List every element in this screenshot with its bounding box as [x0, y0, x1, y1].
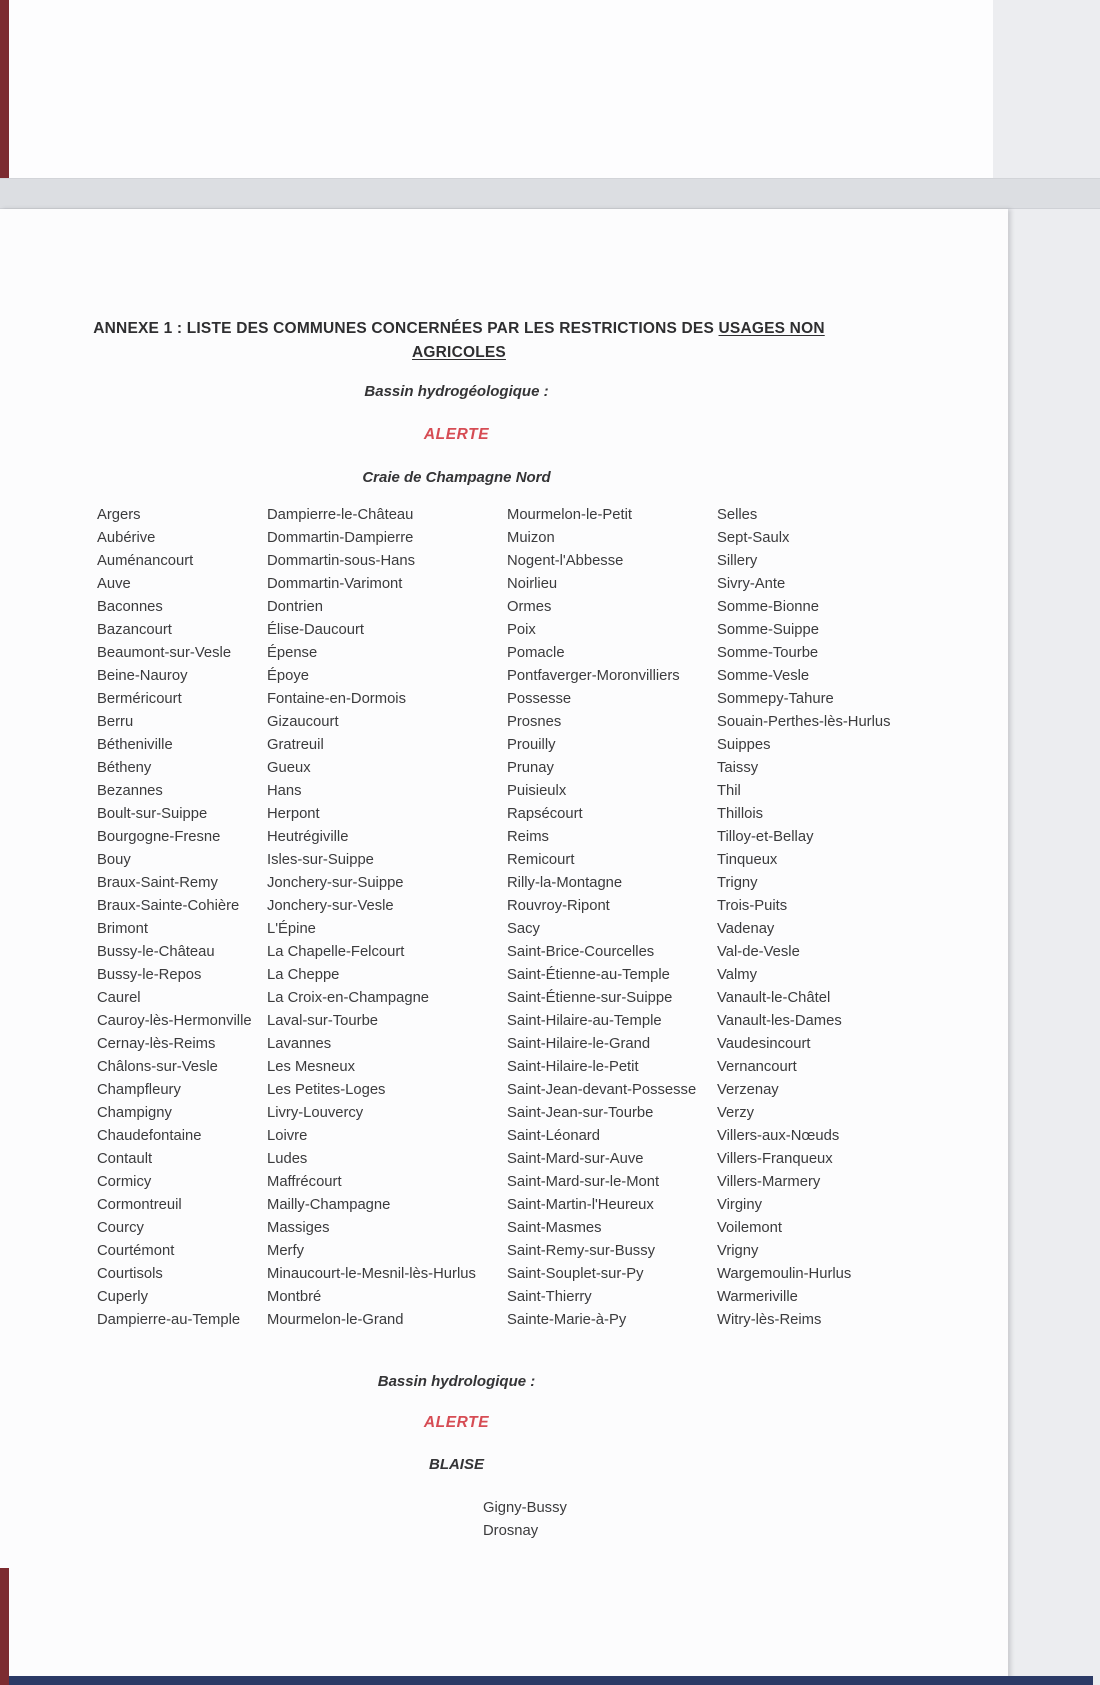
screen-edge-accent-bottom-left	[0, 1568, 9, 1685]
commune-item: Gueux	[267, 760, 311, 776]
commune-item: Sommepy-Tahure	[717, 691, 834, 707]
commune-item: Jonchery-sur-Vesle	[267, 898, 394, 914]
commune-item: Jonchery-sur-Suippe	[267, 875, 404, 891]
commune-item: Saint-Masmes	[507, 1220, 602, 1236]
page-gap-band	[0, 178, 1100, 209]
commune-item: Somme-Bionne	[717, 599, 819, 615]
commune-item: Muizon	[507, 530, 555, 546]
commune-item: Élise-Daucourt	[267, 622, 365, 638]
commune-item: Verzy	[717, 1105, 755, 1121]
commune-item: Les Petites-Loges	[267, 1082, 386, 1098]
commune-item: Berru	[97, 714, 134, 730]
page-title-underlined-part2: AGRICOLES	[412, 344, 506, 361]
commune-item: Ormes	[507, 599, 552, 615]
commune-item: Saint-Hilaire-le-Grand	[507, 1036, 651, 1052]
commune-item: Rouvroy-Ripont	[507, 898, 610, 914]
commune-item: Val-de-Vesle	[717, 944, 800, 960]
commune-item: Vaudesincourt	[717, 1036, 811, 1052]
screen-edge-accent-top-left	[0, 0, 9, 178]
commune-item: Loivre	[267, 1128, 308, 1144]
hydrologic-commune-list	[483, 1497, 567, 1543]
commune-item: Gizaucourt	[267, 714, 339, 730]
commune-item: Auve	[97, 576, 131, 592]
commune-item: Villers-aux-Nœuds	[717, 1128, 840, 1144]
commune-item: Bazancourt	[97, 622, 172, 638]
commune-item: Bétheny	[97, 760, 152, 776]
commune-item: Caurel	[97, 990, 141, 1006]
commune-item: Nogent-l'Abbesse	[507, 553, 624, 569]
commune-item: Mailly-Champagne	[267, 1197, 391, 1213]
commune-item: Ludes	[267, 1151, 308, 1167]
commune-item: Livry-Louvercy	[267, 1105, 364, 1121]
commune-list	[97, 504, 917, 1332]
commune-item: Thillois	[717, 806, 764, 822]
commune-item: Villers-Marmery	[717, 1174, 821, 1190]
commune-item: Saint-Mard-sur-le-Mont	[507, 1174, 660, 1190]
commune-item: Trois-Puits	[717, 898, 788, 914]
document-page	[0, 209, 1008, 1685]
previous-page-fragment	[9, 0, 993, 178]
commune-item: Possesse	[507, 691, 572, 707]
commune-item: Puisieulx	[507, 783, 567, 799]
commune-item: Châlons-sur-Vesle	[97, 1059, 218, 1075]
page-title	[50, 317, 868, 365]
commune-item: Warmeriville	[717, 1289, 798, 1305]
commune-item: Saint-Thierry	[507, 1289, 592, 1305]
commune-item: Saint-Léonard	[507, 1128, 600, 1144]
commune-item: Trigny	[717, 875, 758, 891]
commune-item: Somme-Vesle	[717, 668, 810, 684]
commune-item: Épense	[267, 645, 318, 661]
commune-item: Montbré	[267, 1289, 322, 1305]
commune-item: Auménancourt	[97, 553, 194, 569]
hydrologic-basin-name: BLAISE	[428, 1456, 484, 1473]
commune-item: Somme-Suippe	[717, 622, 819, 638]
commune-item: Brimont	[97, 921, 148, 937]
commune-item: Saint-Étienne-au-Temple	[507, 967, 670, 983]
commune-item: Remicourt	[507, 852, 575, 868]
commune-item: Lavannes	[267, 1036, 332, 1052]
commune-item: Herpont	[267, 806, 320, 822]
commune-item: Cernay-lès-Reims	[97, 1036, 216, 1052]
commune-item: Braux-Saint-Remy	[97, 875, 218, 891]
commune-item: Saint-Jean-sur-Tourbe	[507, 1105, 654, 1121]
commune-item: Sillery	[717, 553, 758, 569]
commune-item: Vadenay	[717, 921, 775, 937]
commune-item: Saint-Hilaire-le-Petit	[507, 1059, 639, 1075]
commune-item: Selles	[717, 507, 758, 523]
commune-item: Bouy	[97, 852, 131, 868]
commune-item: Saint-Étienne-sur-Suippe	[507, 990, 673, 1006]
commune-item: Mourmelon-le-Petit	[507, 507, 632, 523]
commune-item: Braux-Sainte-Cohière	[97, 898, 240, 914]
commune-item: Les Mesneux	[267, 1059, 356, 1075]
commune-item: Courtémont	[97, 1243, 175, 1259]
commune-item: Sept-Saulx	[717, 530, 790, 546]
commune-item: Bussy-le-Château	[97, 944, 215, 960]
commune-item: Mourmelon-le-Grand	[267, 1312, 404, 1328]
commune-item: Dommartin-Varimont	[267, 576, 403, 592]
commune-item: La Croix-en-Champagne	[267, 990, 430, 1006]
commune-item: Bourgogne-Fresne	[97, 829, 221, 845]
commune-item: Courtisols	[97, 1266, 163, 1282]
commune-item: Sacy	[507, 921, 540, 937]
commune-item: Saint-Remy-sur-Bussy	[507, 1243, 655, 1259]
commune-item: Beine-Nauroy	[97, 668, 188, 684]
commune-item: Pomacle	[507, 645, 565, 661]
commune-item: Champigny	[97, 1105, 172, 1121]
commune-item: Hans	[267, 783, 302, 799]
commune-item: Vernancourt	[717, 1059, 797, 1075]
commune-item: Sainte-Marie-à-Py	[507, 1312, 627, 1328]
commune-item: Vanault-le-Châtel	[717, 990, 831, 1006]
commune-item: Vrigny	[717, 1243, 759, 1259]
commune-item: Maffrécourt	[267, 1174, 342, 1190]
commune-item: Suippes	[717, 737, 771, 753]
commune-column-1	[97, 504, 267, 1332]
commune-item: Merfy	[267, 1243, 304, 1259]
commune-item: Saint-Martin-l'Heureux	[507, 1197, 654, 1213]
commune-item: Massiges	[267, 1220, 330, 1236]
commune-item: Taissy	[717, 760, 759, 776]
hydrologic-basin-heading: Bassin hydrologique :	[377, 1373, 536, 1390]
commune-item: Tilloy-et-Bellay	[717, 829, 814, 845]
commune-item: Voilemont	[717, 1220, 782, 1236]
commune-item: Aubérive	[97, 530, 156, 546]
commune-item: Boult-sur-Suippe	[97, 806, 208, 822]
commune-item: Heutrégiville	[267, 829, 349, 845]
hydrologic-alert-status: ALERTE	[423, 1414, 490, 1431]
commune-item: Laval-sur-Tourbe	[267, 1013, 379, 1029]
commune-item: Contault	[97, 1151, 153, 1167]
commune-item: Dommartin-Dampierre	[267, 530, 414, 546]
commune-item: Époye	[267, 668, 309, 684]
commune-item: Valmy	[717, 967, 758, 983]
commune-item: Gratreuil	[267, 737, 324, 753]
page-title-plain: ANNEXE 1 : LISTE DES COMMUNES CONCERNÉES PAR LES RESTRICTIONS DES	[93, 320, 719, 337]
commune-item: Verzenay	[717, 1082, 779, 1098]
commune-item: Poix	[507, 622, 536, 638]
commune-item: Dommartin-sous-Hans	[267, 553, 416, 569]
commune-item: Saint-Mard-sur-Auve	[507, 1151, 644, 1167]
commune-item: Gigny-Bussy	[483, 1500, 567, 1516]
commune-item: Berméricourt	[97, 691, 182, 707]
commune-item: Vanault-les-Dames	[717, 1013, 842, 1029]
commune-column-3	[507, 504, 717, 1332]
commune-item: Cauroy-lès-Hermonville	[97, 1013, 252, 1029]
hydrogeologic-basin-heading: Bassin hydrogéologique :	[364, 383, 549, 400]
commune-item: Prouilly	[507, 737, 556, 753]
commune-item: Dampierre-au-Temple	[97, 1312, 241, 1328]
commune-item: Chaudefontaine	[97, 1128, 202, 1144]
commune-item: Saint-Souplet-sur-Py	[507, 1266, 644, 1282]
commune-item: Thil	[717, 783, 741, 799]
commune-column-4	[717, 504, 917, 1332]
commune-column-2	[267, 504, 507, 1332]
commune-item: Saint-Brice-Courcelles	[507, 944, 655, 960]
commune-item: La Chapelle-Felcourt	[267, 944, 405, 960]
commune-item: Witry-lès-Reims	[717, 1312, 822, 1328]
commune-item: Courcy	[97, 1220, 144, 1236]
commune-item: Cormontreuil	[97, 1197, 182, 1213]
commune-item: Dampierre-le-Château	[267, 507, 414, 523]
commune-item: Somme-Tourbe	[717, 645, 819, 661]
commune-item: Argers	[97, 507, 141, 523]
commune-item: Tinqueux	[717, 852, 778, 868]
commune-item: Drosnay	[483, 1523, 539, 1539]
commune-item: Minaucourt-le-Mesnil-lès-Hurlus	[267, 1266, 476, 1282]
commune-item: Prosnes	[507, 714, 562, 730]
screen-edge-accent-bottom-bar	[9, 1676, 1093, 1685]
commune-item: Cuperly	[97, 1289, 148, 1305]
page-title-underlined-part1: USAGES NON	[718, 320, 825, 337]
commune-item: Noirlieu	[507, 576, 558, 592]
commune-item: Bezannes	[97, 783, 163, 799]
hydrogeologic-basin-name: Craie de Champagne Nord	[362, 469, 551, 486]
commune-item: Fontaine-en-Dormois	[267, 691, 406, 707]
commune-item: Saint-Jean-devant-Possesse	[507, 1082, 697, 1098]
commune-item: Champfleury	[97, 1082, 181, 1098]
commune-item: Dontrien	[267, 599, 323, 615]
commune-item: Baconnes	[97, 599, 163, 615]
commune-item: Cormicy	[97, 1174, 152, 1190]
commune-item: Prunay	[507, 760, 554, 776]
commune-item: Saint-Hilaire-au-Temple	[507, 1013, 662, 1029]
commune-item: Bussy-le-Repos	[97, 967, 202, 983]
commune-item: Pontfaverger-Moronvilliers	[507, 668, 680, 684]
commune-item: Beaumont-sur-Vesle	[97, 645, 232, 661]
commune-item: Villers-Franqueux	[717, 1151, 833, 1167]
commune-item: L'Épine	[267, 921, 316, 937]
commune-item: Reims	[507, 829, 549, 845]
commune-item: Virginy	[717, 1197, 762, 1213]
hydrogeologic-alert-status: ALERTE	[423, 426, 490, 443]
commune-item: Isles-sur-Suippe	[267, 852, 374, 868]
commune-item: Rilly-la-Montagne	[507, 875, 623, 891]
commune-item: Rapsécourt	[507, 806, 583, 822]
commune-item: Wargemoulin-Hurlus	[717, 1266, 852, 1282]
commune-item: La Cheppe	[267, 967, 340, 983]
commune-item: Souain-Perthes-lès-Hurlus	[717, 714, 891, 730]
commune-item: Sivry-Ante	[717, 576, 786, 592]
commune-item: Bétheniville	[97, 737, 173, 753]
